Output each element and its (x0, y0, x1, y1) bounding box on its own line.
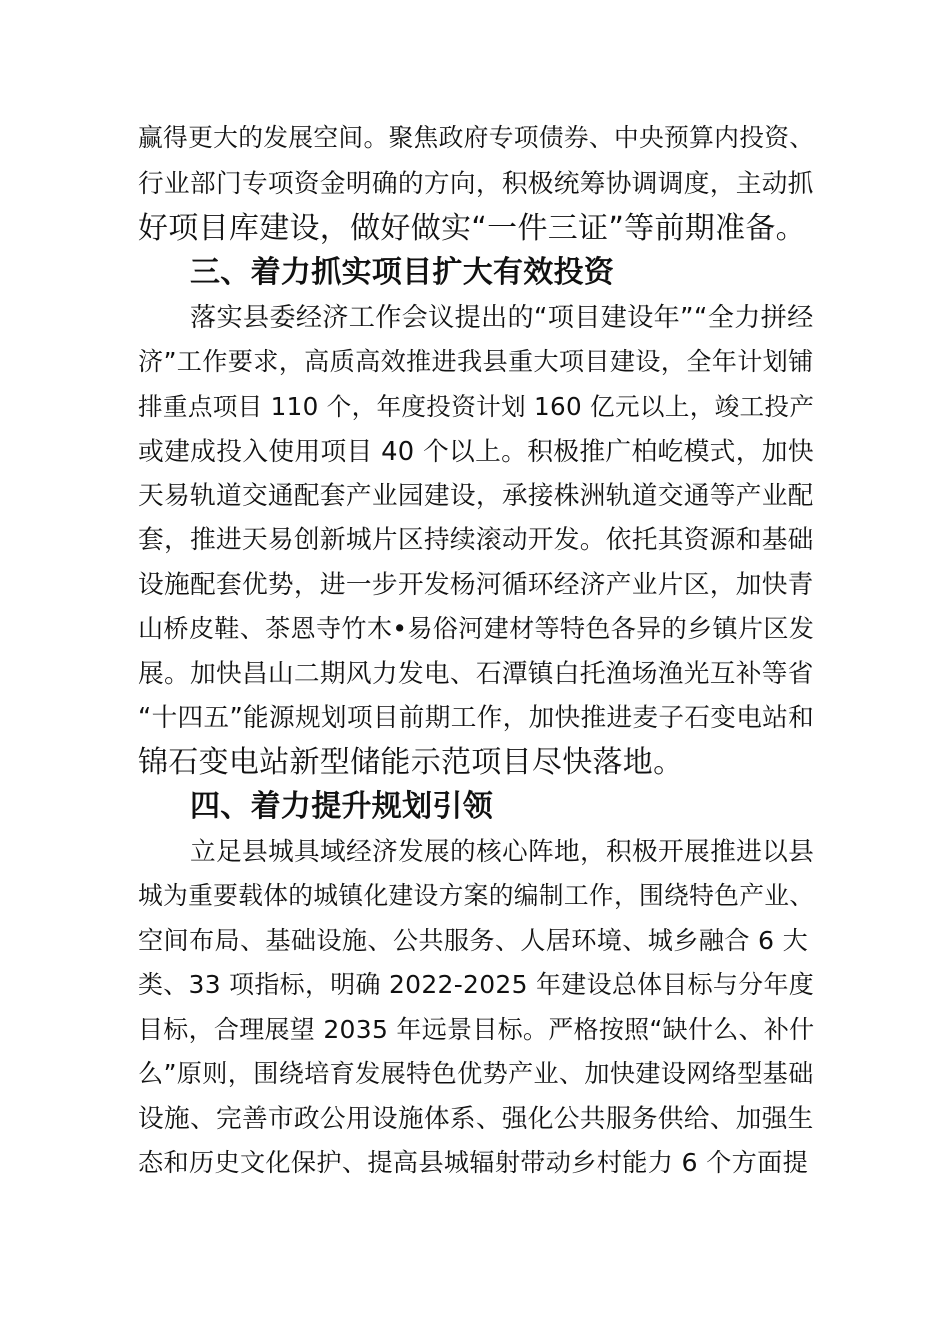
body-text-line: 锦石变电站新型储能示范项目尽快落地。 (138, 745, 684, 780)
body-text-line: 态和历史文化保护、提高县城辐射带动乡村能力 6 个方面提 (138, 1148, 809, 1177)
body-text-line: 立足县城具域经济发展的核心阵地，积极开展推进以县 (190, 837, 815, 867)
body-text-line: 好项目库建设，做好做实“一件三证”等前期准备。 (138, 211, 806, 246)
body-text-line: 城为重要载体的城镇化建设方案的编制工作，围绕特色产业、 (138, 881, 815, 910)
body-text-line: “十四五”能源规划项目前期工作，加快推进麦子石变电站和 (138, 703, 815, 733)
body-text-line: 或建成投入使用项目 40 个以上。积极推广柏屹模式，加快 (138, 437, 814, 467)
body-text-line: 目标，合理展望 2035 年远景目标。严格按照“缺什么、补什 (138, 1015, 815, 1044)
body-text-line: 空间布局、基础设施、公共服务、人居环境、城乡融合 6 大 (138, 926, 809, 955)
body-text-line: 设施配套优势，进一步开发杨河循环经济产业片区，加快青 (138, 570, 814, 600)
section-heading: 三、着力抓实项目扩大有效投资 (190, 255, 615, 290)
body-text-line: 排重点项目 110 个，年度投资计划 160 亿元以上，竣工投产 (138, 392, 815, 421)
body-text-line: 赢得更大的发展空间。聚焦政府专项债券、中央预算内投资、 (138, 123, 815, 152)
body-text-line: 落实县委经济工作会议提出的“项目建设年”“全力拼经 (190, 303, 814, 333)
body-text-line: 么”原则，围绕培育发展特色优势产业、加快建设网络型基础 (138, 1059, 814, 1088)
body-text-line: 济”工作要求，高质高效推进我县重大项目建设，全年计划铺 (138, 347, 814, 376)
body-text-line: 山桥皮鞋、茶恩寺竹木•易俗河建材等特色各异的乡镇片区发 (138, 614, 815, 643)
body-text-line: 展。加快昌山二期风力发电、石潭镇白托渔场渔光互补等省 (138, 659, 814, 689)
body-text-line: 天易轨道交通配套产业园建设，承接株洲轨道交通等产业配 (138, 481, 814, 511)
body-text-line: 类、33 项指标，明确 2022-2025 年建设总体目标与分年度 (138, 970, 814, 999)
body-text-line: 设施、完善市政公用设施体系、强化公共服务供给、加强生 (138, 1104, 814, 1134)
body-text-line: 套，推进天易创新城片区持续滚动开发。依托其资源和基础 (138, 525, 814, 555)
body-text-line: 行业部门专项资金明确的方向，积极统筹协调调度，主动抓 (138, 169, 814, 199)
section-heading: 四、着力提升规划引领 (190, 789, 493, 824)
